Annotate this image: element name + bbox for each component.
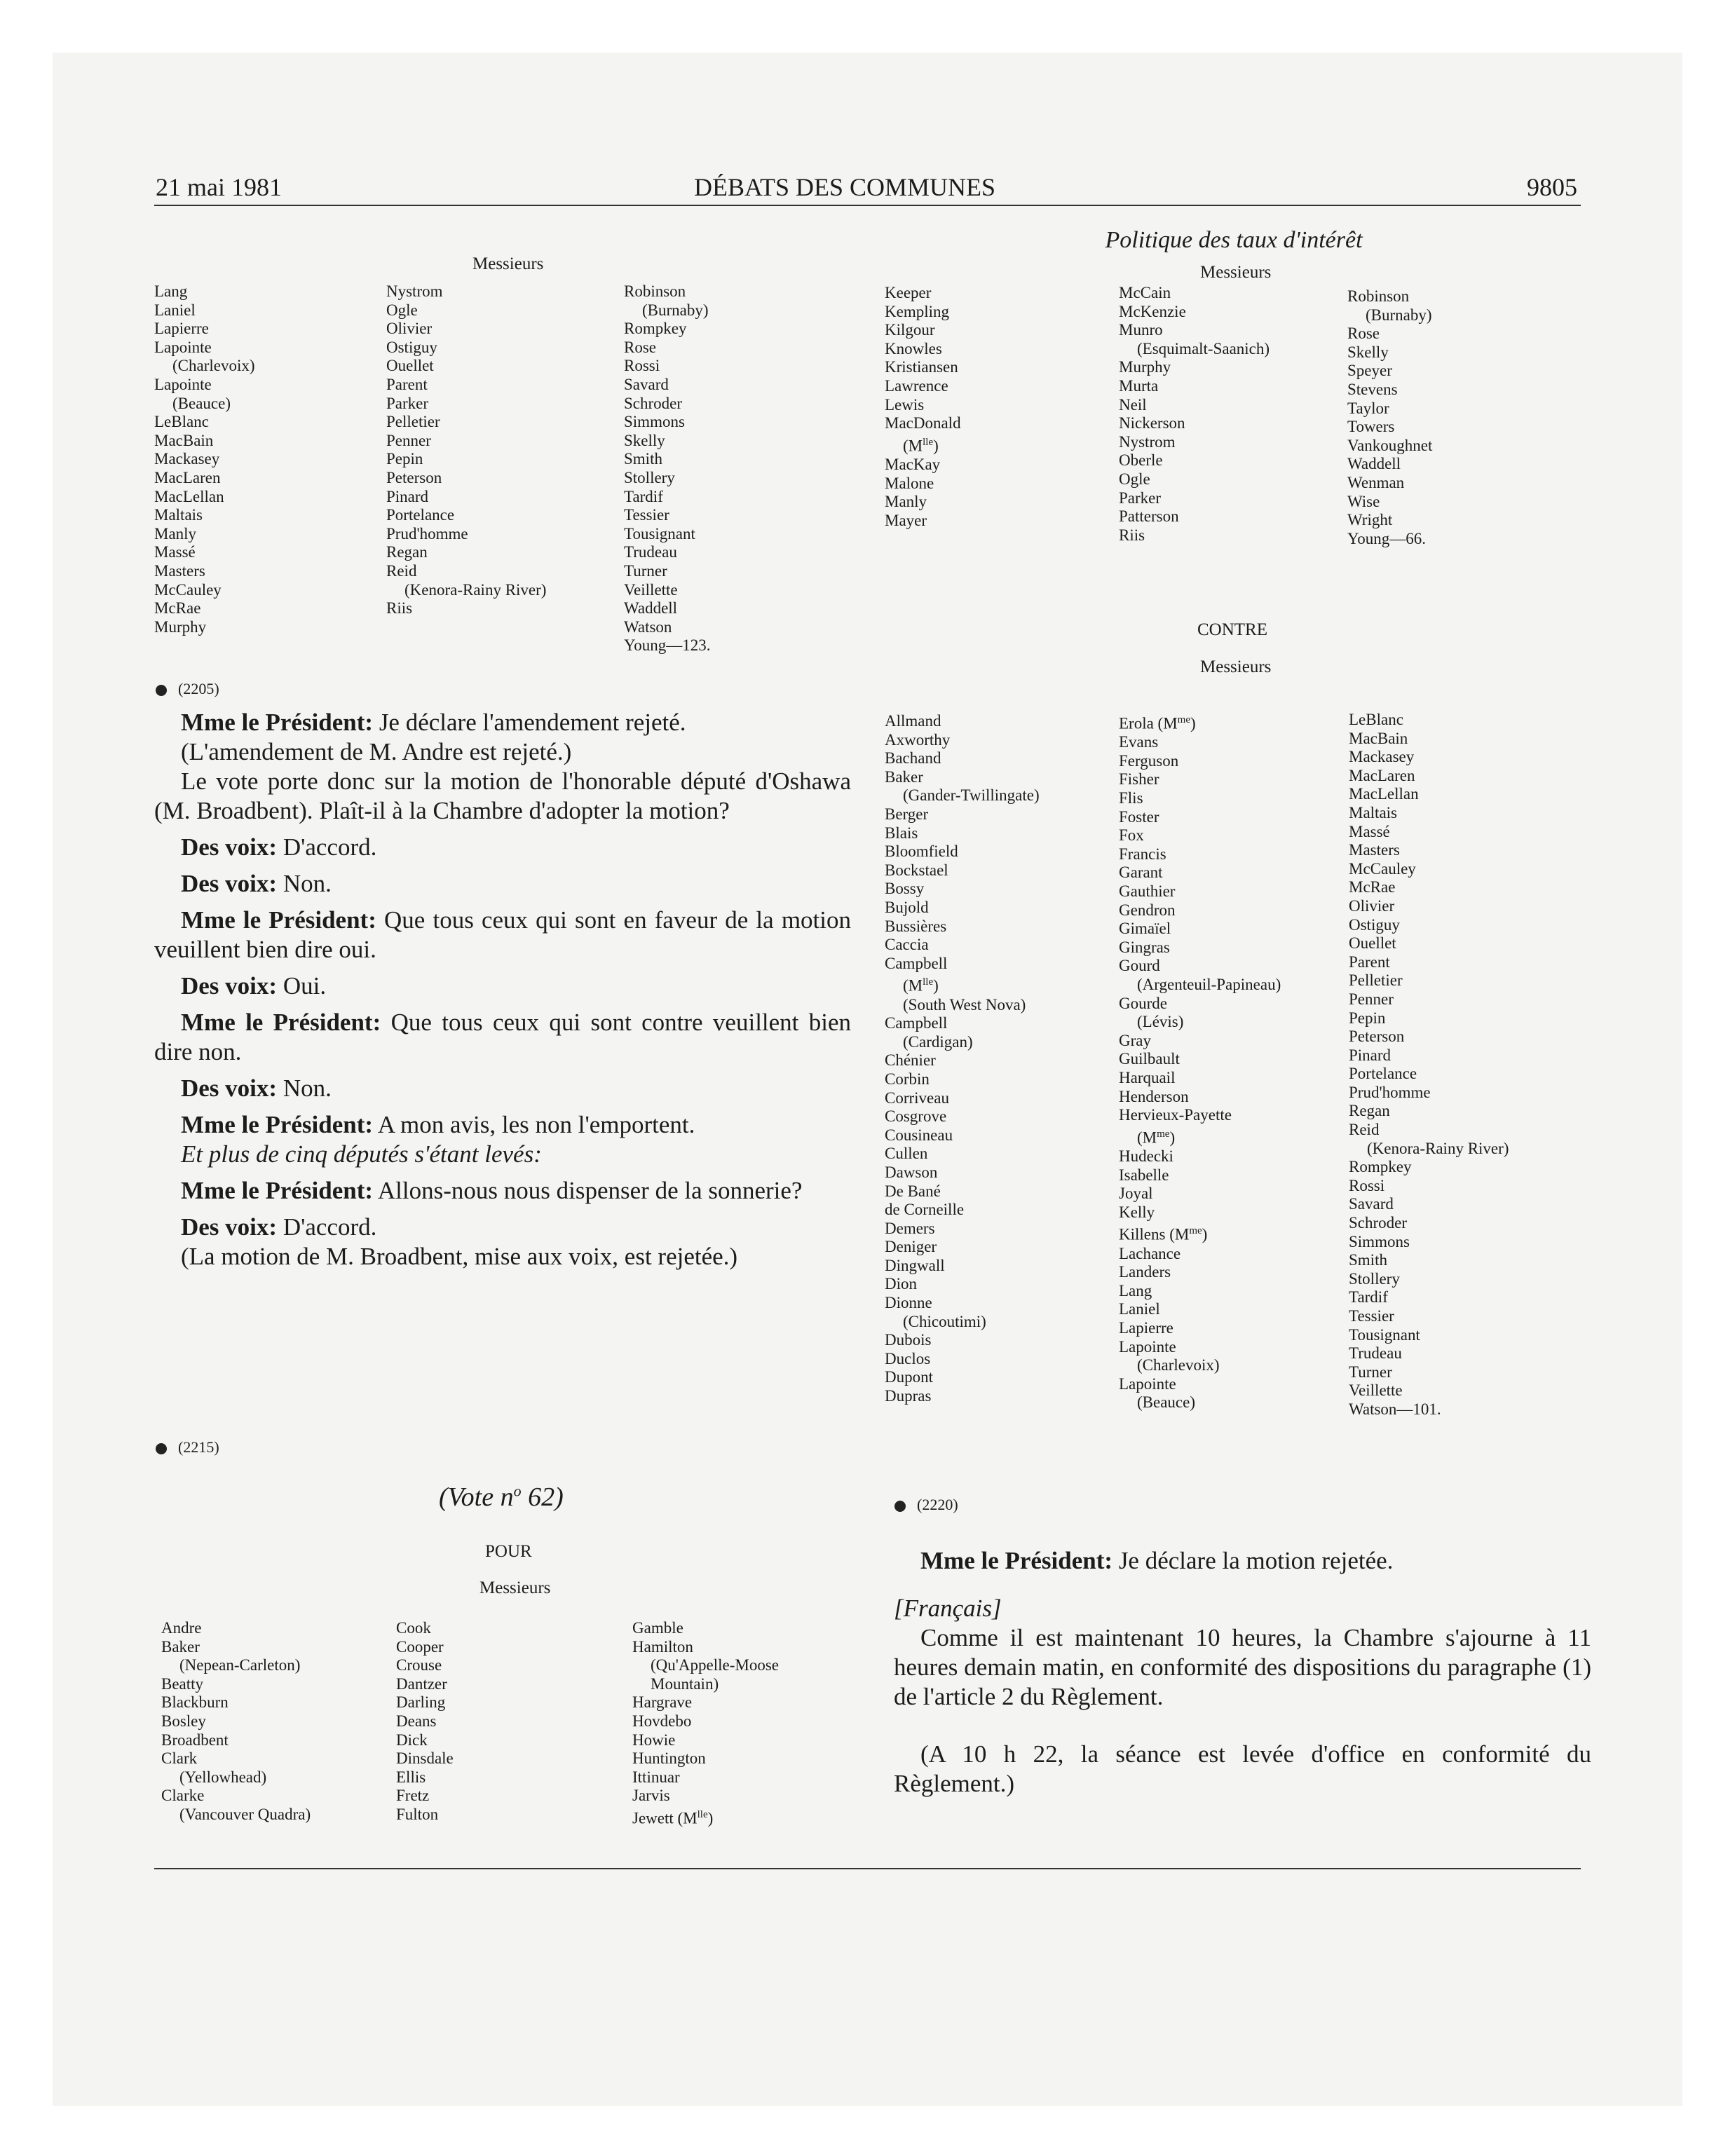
member-name: Rose — [1347, 325, 1380, 343]
member-name: (Burnaby) — [1366, 306, 1432, 324]
member-name: Stevens — [1347, 380, 1398, 398]
member-name: Smith — [624, 450, 662, 468]
member-name: Ferguson — [1119, 751, 1179, 770]
member-name: Mayer — [885, 511, 927, 529]
member-name: Lapointe — [1119, 1374, 1176, 1393]
member-name: Turner — [624, 561, 667, 580]
member-name: (Charlevoix) — [172, 357, 255, 375]
closing-paragraph: (A 10 h 22, la séance est levée d'office en conformité du Règlement.) — [894, 1740, 1591, 1797]
member-name: Pepin — [1349, 1009, 1386, 1027]
member-name: Knowles — [885, 339, 942, 357]
member-name: Darling — [396, 1693, 446, 1712]
member-name: Lapierre — [154, 320, 209, 338]
member-name: MacLaren — [1349, 766, 1415, 784]
member-name: Tardif — [624, 487, 663, 505]
member-name: Francis — [1119, 845, 1166, 863]
member-name: Gourde — [1119, 994, 1167, 1012]
member-name: Duclos — [885, 1349, 931, 1367]
member-name: Ellis — [396, 1768, 426, 1786]
member-name: Olivier — [386, 320, 433, 338]
member-name: Neil — [1119, 395, 1147, 414]
member-name: Broadbent — [161, 1731, 229, 1749]
member-name: Simmons — [1349, 1232, 1410, 1250]
member-name: Rossi — [1349, 1176, 1385, 1194]
member-name: Robinson — [1347, 287, 1410, 305]
member-name: MacKay — [885, 456, 941, 473]
member-name: Peterson — [386, 468, 442, 486]
member-name: Savard — [1349, 1195, 1394, 1213]
member-name: Pinard — [386, 487, 429, 505]
member-name: Waddell — [624, 599, 678, 618]
member-name: McCauley — [1349, 859, 1416, 878]
member-name: (Argenteuil-Papineau) — [1137, 975, 1281, 993]
member-name: Watson—101. — [1349, 1400, 1441, 1418]
member-name: Fisher — [1119, 770, 1159, 789]
member-name: Simmons — [624, 413, 685, 431]
member-name: (Beauce) — [1137, 1393, 1195, 1412]
member-name: Beatty — [161, 1674, 204, 1693]
member-name: Nystrom — [1119, 432, 1176, 451]
timestamp-2205: (2205) — [156, 680, 219, 698]
member-name: Manly — [154, 524, 197, 543]
member-name: Parent — [1349, 953, 1390, 971]
member-name: Blackburn — [161, 1693, 229, 1712]
member-name: Prud'homme — [1349, 1083, 1431, 1101]
member-name: Mountain) — [651, 1674, 719, 1693]
member-name: Hudecki — [1119, 1147, 1173, 1165]
debate-paragraph: Mme le Président: A mon avis, les non l'emportent. — [181, 1111, 695, 1138]
member-name: $(M^{me})$ — [1137, 1128, 1176, 1147]
member-name: Howie — [632, 1731, 676, 1749]
member-name: Parker — [1119, 489, 1162, 507]
member-name: Landers — [1119, 1263, 1171, 1281]
member-name: Gingras — [1119, 938, 1170, 956]
member-name: Campbell — [885, 1014, 948, 1032]
member-name: Penner — [386, 431, 431, 449]
member-name: Dick — [396, 1731, 428, 1749]
member-name: Clarke — [161, 1787, 205, 1805]
member-name: Gendron — [1119, 901, 1176, 919]
member-name: Flis — [1119, 789, 1143, 807]
member-name: Rose — [624, 338, 656, 356]
member-name: Bloomfield — [885, 842, 958, 861]
member-name: Rossi — [624, 357, 660, 375]
member-name: Ittinuar — [632, 1768, 680, 1786]
closing-paragraph: Mme le Président: Je déclare la motion rejetée. — [920, 1547, 1394, 1574]
member-name: Reid — [1349, 1121, 1380, 1139]
contre-col2 — [1119, 711, 1281, 1412]
vote62-col3 — [632, 1619, 779, 1828]
member-name: (Lévis) — [1137, 1013, 1184, 1031]
member-name: Wenman — [1347, 473, 1405, 491]
member-name: Bujold — [885, 898, 929, 916]
member-name: Hervieux-Payette — [1119, 1106, 1232, 1124]
vote62-col2 — [396, 1619, 454, 1824]
member-name: Massé — [1349, 822, 1390, 840]
member-name: Corriveau — [885, 1089, 949, 1107]
member-name: Young—66. — [1347, 529, 1427, 547]
top-left-heading: Messieurs — [472, 254, 544, 273]
member-name: Cullen — [885, 1145, 928, 1163]
member-name: Lapointe — [154, 338, 212, 356]
member-name: Bossy — [885, 880, 925, 898]
bullet-icon — [894, 1501, 906, 1512]
member-name: Skelly — [1347, 343, 1389, 361]
member-name: Munro — [1119, 321, 1163, 339]
vote62-col1 — [161, 1619, 311, 1824]
member-name: Ouellet — [1349, 934, 1396, 953]
member-name: Riis — [1119, 526, 1145, 544]
member-name: Baker — [161, 1637, 200, 1656]
member-name: Murphy — [154, 618, 207, 636]
member-name: Lang — [1119, 1281, 1152, 1299]
member-name: Portelance — [386, 506, 455, 524]
member-name: Taylor — [1347, 399, 1389, 417]
member-name: Allmand — [885, 712, 941, 730]
member-name: Penner — [1349, 990, 1394, 1008]
vote62-heading: Messieurs — [479, 1578, 551, 1597]
member-name: Gauthier — [1119, 882, 1176, 900]
member-name: (Kenora-Rainy River) — [404, 580, 547, 599]
member-name: (Vancouver Quadra) — [179, 1805, 311, 1823]
member-name: Nickerson — [1119, 414, 1185, 432]
member-name: Cooper — [396, 1637, 444, 1656]
member-name: Dubois — [885, 1331, 932, 1349]
top-left-col3 — [624, 282, 711, 655]
member-name: MacLellan — [1349, 785, 1419, 803]
member-name: Bachand — [885, 749, 941, 767]
timestamp-2220: (2220) — [894, 1496, 958, 1514]
member-name: Vankoughnet — [1347, 436, 1433, 454]
member-name: Dupont — [885, 1368, 933, 1386]
member-name: Huntington — [632, 1749, 706, 1768]
member-name: Hovdebo — [632, 1712, 692, 1730]
member-name: Lachance — [1119, 1244, 1181, 1262]
debate-paragraph: Mme le Président: Que tous ceux qui sont contre veuillent bien dire non. — [154, 1009, 852, 1065]
member-name: Reid — [386, 561, 417, 580]
member-name: Trudeau — [624, 543, 677, 561]
member-name: Massé — [154, 543, 196, 561]
member-name: Tousignant — [624, 524, 695, 543]
member-name: Lang — [154, 282, 188, 300]
member-name: Veillette — [1349, 1381, 1403, 1400]
member-name: Trudeau — [1349, 1344, 1402, 1363]
member-name: (South West Nova) — [903, 995, 1026, 1014]
member-name: Ostiguy — [386, 338, 437, 356]
member-name: Pelletier — [386, 413, 440, 431]
member-name: (Chicoutimi) — [903, 1312, 986, 1330]
member-name: Chénier — [885, 1051, 936, 1070]
member-name: Bussières — [885, 917, 947, 935]
member-name: Tessier — [624, 506, 669, 524]
debate-paragraph: Mme le Président: Je déclare l'amendement rejeté. — [181, 709, 686, 736]
member-name: Gamble — [632, 1619, 683, 1637]
member-name: Schroder — [1349, 1214, 1408, 1232]
language-marker: [Français] — [894, 1595, 1002, 1622]
member-name: (Burnaby) — [642, 301, 709, 319]
member-name: Stollery — [1349, 1269, 1400, 1288]
member-name: Axworthy — [885, 730, 951, 749]
member-name: Riis — [386, 599, 413, 618]
member-name: Lapointe — [1119, 1337, 1176, 1356]
member-name: Regan — [386, 543, 428, 561]
member-name: Andre — [161, 1619, 202, 1637]
member-name: Guilbault — [1119, 1050, 1180, 1068]
member-name: Rompkey — [624, 320, 687, 338]
member-name: Ogle — [386, 301, 418, 319]
member-name: Kristiansen — [885, 358, 958, 376]
top-left-col1 — [154, 282, 255, 636]
member-name: Savard — [624, 375, 669, 393]
member-name: Bockstael — [885, 861, 948, 879]
member-name: Patterson — [1119, 507, 1179, 526]
top-right-col1 — [885, 284, 961, 530]
member-name: Tardif — [1349, 1288, 1388, 1306]
member-name: Killens $(M^{me})$ — [1119, 1225, 1208, 1243]
member-name: Watson — [624, 618, 672, 636]
member-name: Dionne — [885, 1294, 932, 1312]
member-name: Erola $(M^{me})$ — [1119, 714, 1196, 732]
member-name: Dion — [885, 1275, 917, 1293]
vote62-title: (Vote $n^o$ 62) — [439, 1482, 564, 1512]
member-name: Waddell — [1347, 455, 1401, 473]
member-name: (Charlevoix) — [1137, 1356, 1220, 1374]
member-name: Stollery — [624, 468, 675, 486]
member-name: Fox — [1119, 826, 1144, 845]
debate-paragraph: Des voix: Non. — [181, 1074, 332, 1102]
member-name: Fulton — [396, 1805, 439, 1823]
member-name: Pinard — [1349, 1046, 1392, 1064]
debate-paragraph: Mme le Président: Allons-nous nous dispenser de la sonnerie? — [181, 1177, 803, 1204]
member-name: McCain — [1119, 284, 1171, 301]
member-name: Deans — [396, 1712, 437, 1730]
header-rule — [154, 205, 1581, 206]
member-name: Olivier — [1349, 896, 1395, 915]
member-name: Manly — [885, 493, 927, 511]
member-name: Masters — [1349, 841, 1400, 859]
member-name: Deniger — [885, 1238, 937, 1256]
debate-text — [154, 708, 851, 1271]
member-name: Dinsdale — [396, 1749, 454, 1768]
member-name: Ouellet — [386, 357, 434, 375]
member-name: Lapierre — [1119, 1318, 1173, 1337]
member-name: MacBain — [154, 431, 214, 449]
member-name: Skelly — [624, 431, 665, 449]
member-name: Baker — [885, 767, 923, 786]
member-name: Dawson — [885, 1163, 938, 1181]
timestamp-2215: (2215) — [156, 1438, 219, 1456]
bullet-icon — [156, 1443, 167, 1454]
member-name: Smith — [1349, 1251, 1387, 1269]
member-name: Robinson — [624, 282, 686, 300]
member-name: Murta — [1119, 376, 1159, 395]
header-page-number: 9805 — [1527, 173, 1577, 201]
member-name: Evans — [1119, 733, 1159, 751]
member-name: (Gander-Twillingate) — [903, 786, 1040, 805]
member-name: Cousineau — [885, 1126, 953, 1144]
member-name: Mackasey — [1349, 748, 1415, 766]
closing-paragraph: Comme il est maintenant 10 heures, la Chambre s'ajourne à 11 heures demain matin, en conformité des dispositions du paragraphe (1) de l'article 2 du Règlement. — [894, 1624, 1591, 1710]
debate-paragraph: Et plus de cinq députés s'étant levés: — [181, 1140, 542, 1168]
member-name: Jarvis — [632, 1787, 670, 1805]
member-name: Berger — [885, 805, 929, 823]
debate-paragraph: Des voix: D'accord. — [181, 1213, 377, 1241]
member-name: (Beauce) — [172, 394, 231, 412]
member-name: Maltais — [1349, 803, 1397, 821]
member-name: Harquail — [1119, 1068, 1176, 1086]
member-name: Pepin — [386, 450, 423, 468]
member-name: Garant — [1119, 864, 1163, 882]
member-name: McCauley — [154, 580, 222, 599]
member-name: Isabelle — [1119, 1166, 1169, 1184]
member-name: Mackasey — [154, 450, 220, 468]
footer-rule — [154, 1868, 1581, 1869]
contre-col1 — [885, 712, 1040, 1406]
member-name: Speyer — [1347, 362, 1392, 380]
closing-text — [894, 1546, 1591, 1799]
member-name: Laniel — [1119, 1300, 1160, 1318]
debate-paragraph: Le vote porte donc sur la motion de l'honorable député d'Oshawa (M. Broadbent). Plaît-il à la Chambre d'adopter la motion? — [154, 767, 851, 824]
member-name: Joyal — [1119, 1185, 1153, 1203]
member-name: Dupras — [885, 1387, 932, 1405]
member-name: Campbell — [885, 954, 948, 972]
member-name: Pelletier — [1349, 971, 1403, 990]
member-name: McKenzie — [1119, 302, 1186, 320]
member-name: MacLellan — [154, 487, 224, 505]
member-name: MacLaren — [154, 468, 221, 486]
member-name: Veillette — [624, 580, 678, 599]
debate-paragraph: (La motion de M. Broadbent, mise aux voix, est rejetée.) — [181, 1243, 738, 1270]
member-name: Maltais — [154, 506, 203, 524]
member-name: $(M^{lle})$ — [903, 976, 939, 995]
member-name: Hamilton — [632, 1637, 693, 1656]
member-name: Ostiguy — [1349, 915, 1400, 934]
member-name: Laniel — [154, 301, 196, 319]
member-name: Lawrence — [885, 376, 948, 395]
member-name: De Bané — [885, 1182, 941, 1200]
member-name: Schroder — [624, 394, 683, 412]
member-name: Wise — [1347, 492, 1380, 510]
member-name: Henderson — [1119, 1087, 1189, 1105]
debate-paragraph: Des voix: D'accord. — [181, 833, 377, 861]
member-name: (Nepean-Carleton) — [179, 1656, 301, 1674]
member-name: Dingwall — [885, 1256, 945, 1274]
member-name: Gourd — [1119, 957, 1160, 975]
member-name: Fretz — [396, 1787, 430, 1805]
member-name: Jewett $(M^{lle})$ — [632, 1808, 714, 1827]
member-name: Clark — [161, 1749, 198, 1768]
contre-heading: Messieurs — [1200, 657, 1272, 676]
header-date: 21 mai 1981 — [156, 173, 282, 201]
member-name: Tessier — [1349, 1307, 1394, 1325]
member-name: Wright — [1347, 511, 1393, 529]
member-name: MacBain — [1349, 729, 1408, 747]
top-right-col2 — [1119, 284, 1270, 545]
debate-paragraph: Des voix: Oui. — [181, 972, 327, 999]
header-title: DÉBATS DES COMMUNES — [694, 173, 996, 201]
member-name: Malone — [885, 474, 934, 492]
member-name: Bosley — [161, 1712, 206, 1730]
member-name: Masters — [154, 561, 205, 580]
member-name: Hargrave — [632, 1693, 693, 1712]
member-name: Caccia — [885, 936, 929, 954]
member-name: McRae — [1349, 878, 1396, 896]
bullet-icon — [156, 685, 167, 696]
member-name: Parent — [386, 375, 428, 393]
top-right-title: Politique des taux d'intérêt — [1105, 227, 1363, 253]
member-name: (Qu'Appelle-Moose — [651, 1656, 779, 1674]
member-name: Gimaïel — [1119, 920, 1171, 938]
member-name: Tousignant — [1349, 1325, 1420, 1344]
member-name: Prud'homme — [386, 524, 468, 543]
member-name: $(M^{lle})$ — [903, 436, 939, 455]
member-name: McRae — [154, 599, 201, 618]
member-name: LeBlanc — [154, 413, 209, 431]
contre-col3 — [1349, 711, 1509, 1419]
member-name: Rompkey — [1349, 1158, 1412, 1176]
member-name: Foster — [1119, 807, 1159, 826]
member-name: Kempling — [885, 302, 949, 320]
top-left-col2 — [386, 282, 546, 618]
member-name: Dantzer — [396, 1674, 447, 1693]
member-name: Young—123. — [624, 636, 711, 655]
member-name: Nystrom — [386, 282, 443, 300]
member-name: Kilgour — [885, 321, 935, 339]
member-name: Crouse — [396, 1656, 442, 1674]
debate-paragraph: (L'amendement de M. Andre est rejeté.) — [181, 738, 572, 765]
member-name: Cook — [396, 1619, 431, 1637]
member-name: Portelance — [1349, 1065, 1417, 1083]
member-name: Regan — [1349, 1102, 1390, 1120]
top-right-heading: Messieurs — [1200, 263, 1272, 282]
member-name: Cosgrove — [885, 1107, 947, 1126]
member-name: (Yellowhead) — [179, 1768, 267, 1786]
member-name: (Cardigan) — [903, 1032, 973, 1051]
member-name: Gray — [1119, 1031, 1151, 1049]
member-name: Murphy — [1119, 358, 1171, 376]
member-name: Peterson — [1349, 1028, 1405, 1046]
member-name: (Esquimalt-Saanich) — [1137, 339, 1270, 357]
member-name: Keeper — [885, 284, 932, 301]
contre-title: CONTRE — [1197, 620, 1267, 639]
debate-paragraph: Mme le Président: Que tous ceux qui sont en faveur de la motion veuillent bien dire oui. — [154, 906, 852, 963]
top-right-col3 — [1347, 287, 1432, 548]
debate-paragraph: Des voix: Non. — [181, 870, 332, 897]
member-name: Corbin — [885, 1070, 930, 1088]
member-name: Ogle — [1119, 470, 1150, 488]
member-name: Turner — [1349, 1363, 1392, 1381]
member-name: (Kenora-Rainy River) — [1367, 1139, 1509, 1157]
vote62-pour: POUR — [485, 1542, 532, 1561]
member-name: LeBlanc — [1349, 711, 1403, 728]
member-name: Lapointe — [154, 375, 212, 393]
member-name: Lewis — [885, 395, 925, 414]
member-name: Demers — [885, 1219, 935, 1237]
member-name: Parker — [386, 394, 429, 412]
member-name: MacDonald — [885, 414, 961, 432]
member-name: Towers — [1347, 418, 1395, 436]
member-name: Oberle — [1119, 451, 1163, 470]
member-name: Kelly — [1119, 1203, 1155, 1221]
member-name: Blais — [885, 824, 918, 842]
member-name: de Corneille — [885, 1201, 965, 1219]
